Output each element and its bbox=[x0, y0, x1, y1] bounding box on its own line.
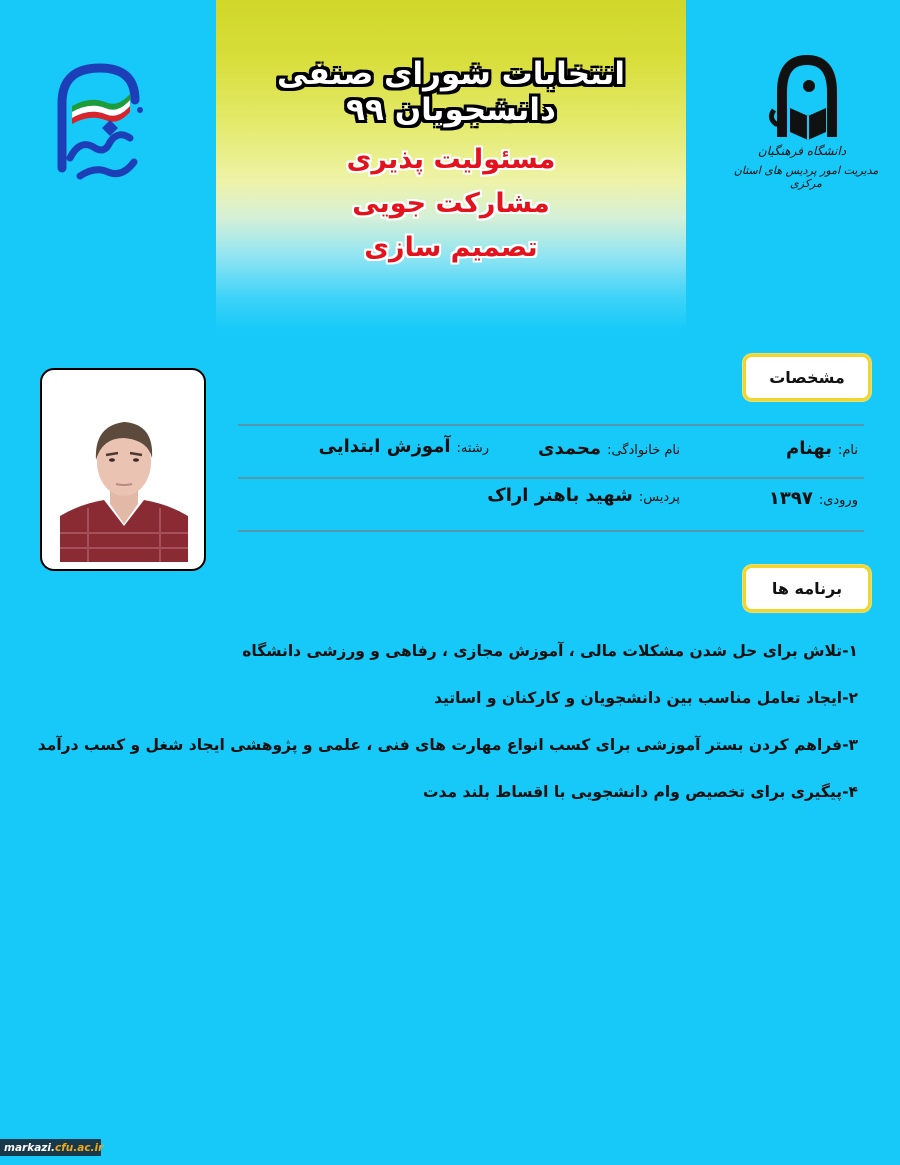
slogan-decision-making: تصمیم سازی bbox=[364, 232, 538, 263]
last-name-value: محمدی bbox=[538, 438, 602, 459]
poster-title: انتخابات شورای صنفی دانشجویان ۹۹ bbox=[276, 56, 625, 128]
program-item-4: ۴-پیگیری برای تخصیص وام دانشجویی با اقساط بلند مدت bbox=[422, 783, 858, 801]
major-value: آموزش ابتدایی bbox=[318, 436, 451, 457]
program-item-1: ۱-تلاش برای حل شدن مشکلات مالی ، آموزش مجازی ، رفاهی و ورزشی دانشگاه bbox=[242, 642, 858, 660]
candidate-photo-frame bbox=[40, 368, 206, 571]
first-name-label: نام: bbox=[837, 443, 858, 458]
farhangian-university-logo bbox=[722, 52, 892, 192]
candidate-photo bbox=[60, 408, 188, 562]
farhangian-university-logo-icon bbox=[722, 52, 892, 147]
programs-section-label: برنامه ها bbox=[743, 565, 871, 612]
student-guild-logo-icon bbox=[50, 58, 150, 188]
entry-year-value: ۱۳۹۷ bbox=[768, 488, 813, 509]
campus-label: پردیس: bbox=[638, 490, 680, 505]
university-department: مدیریت امور پردیس های استان مرکزی bbox=[733, 164, 879, 190]
program-item-2: ۲-ایجاد تعامل مناسب بین دانشجویان و کارکنان و اساتید bbox=[434, 689, 858, 707]
slogan-participation: مشارکت جویی bbox=[352, 188, 550, 219]
major-label: رشته: bbox=[456, 441, 489, 456]
last-name-label: نام خانوادگی: bbox=[607, 443, 680, 458]
entry-year-label: ورودی: bbox=[818, 493, 858, 508]
header-banner bbox=[216, 0, 686, 330]
field-major bbox=[319, 436, 489, 457]
details-rule-middle bbox=[238, 477, 864, 479]
details-rule-top bbox=[238, 424, 864, 426]
watermark-subdomain: markazi. bbox=[4, 1141, 55, 1154]
field-entry-year bbox=[769, 488, 858, 509]
slogan-list bbox=[216, 138, 686, 270]
campus-value: شهید باهنر اراک bbox=[487, 485, 633, 506]
details-section-label: مشخصات bbox=[743, 354, 871, 401]
slogan-responsibility: مسئولیت پذیری bbox=[346, 144, 556, 175]
program-list bbox=[37, 636, 858, 824]
university-name: دانشگاه فرهنگیان bbox=[757, 144, 847, 158]
watermark-domain: cfu.ac.ir bbox=[54, 1141, 104, 1154]
field-last-name bbox=[538, 438, 680, 459]
field-campus bbox=[487, 485, 680, 506]
first-name-value: بهنام bbox=[786, 438, 832, 459]
field-first-name bbox=[786, 438, 858, 459]
details-rule-bottom bbox=[238, 530, 864, 532]
program-item-3: ۳-فراهم کردن بستر آموزشی برای کسب انواع مهارت های فنی ، علمی و پژوهشی ایجاد شغل و کسب درآمد bbox=[37, 736, 858, 754]
site-watermark bbox=[0, 1139, 104, 1156]
